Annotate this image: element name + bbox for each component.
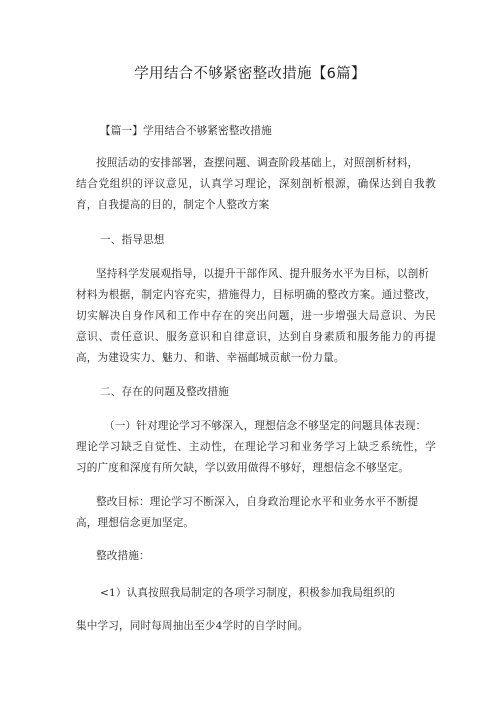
measures-label: 整改措施： xyxy=(96,550,150,562)
section-heading: 【篇一】学用结合不够紧密整改措施 xyxy=(100,125,272,137)
document-title: 学用结合不够紧密整改措施【6篇】 xyxy=(134,66,366,82)
measure-line: <1）认真按照我局制定的各项学习制度，积极参加我局组织的 xyxy=(100,587,396,599)
guiding-line: 高，为建设实力、魅力、和谐、幸福邮城贡献一份力量。 xyxy=(76,352,345,364)
intro-line: 育，自我提高的目的，制定个人整改方案 xyxy=(76,199,270,211)
measure-line: 集中学习，同时每周抽出至少4学时的自学时间。 xyxy=(76,620,309,632)
goal-line: 整改目标：理论学习不断深入，自身政治理论水平和业务水平不断提 xyxy=(96,496,419,508)
goal-line: 高，理想信念更加坚定。 xyxy=(76,517,195,529)
heading-problems-measures: 二、存在的问题及整改措施 xyxy=(100,386,229,398)
problem-line: （一）针对理论学习不够深入，理想信念不够坚定的问题具体表现： xyxy=(104,420,427,432)
guiding-line: 意识、责任意识、服务意识和自律意识，达到自身素质和服务能力的再提 xyxy=(76,331,436,343)
heading-guiding-ideology: 一、指导思想 xyxy=(100,234,165,246)
guiding-line: 切实解决自身作风和工作中存在的突出问题，进一步增强大局意识、为民 xyxy=(76,310,436,322)
problem-line: 习的广度和深度有所欠缺，学以致用做得不够好，理想信念不够坚定。 xyxy=(76,462,410,474)
guiding-line: 材料为根据，制定内容充实，措施得力，目标明确的整改方案。通过整改， xyxy=(76,289,436,301)
intro-line: 按照活动的安排部署，查摆问题、调查阶段基础上，对照剖析材料， xyxy=(96,157,419,169)
problem-line: 理论学习缺乏自觉性、主动性，在理论学习和业务学习上缺乏系统性，学 xyxy=(76,441,436,453)
guiding-line: 坚持科学发展观指导，以提升干部作风、提升服务水平为目标，以剖析 xyxy=(96,268,430,280)
intro-line: 结合党组织的评议意见，认真学习理论，深刻剖析根源，确保达到自我教 xyxy=(76,178,436,190)
